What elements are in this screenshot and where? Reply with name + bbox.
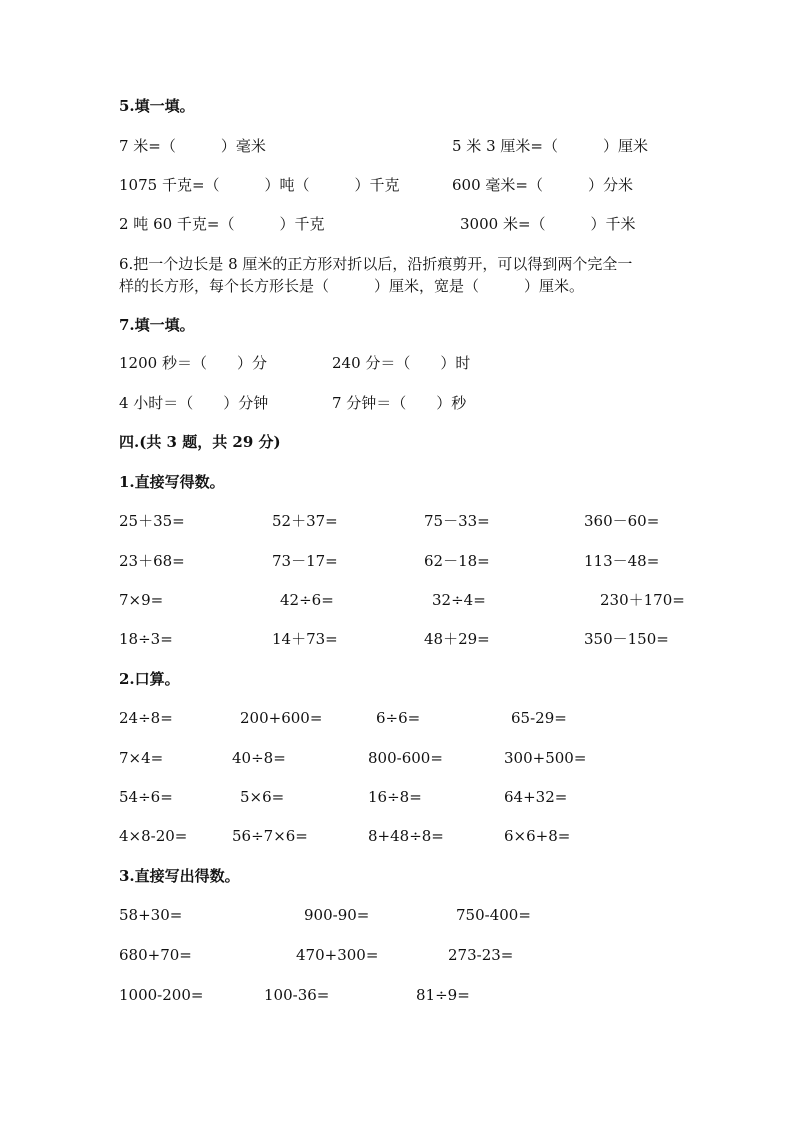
q5-item: 1075 千克=（ ）吨（ ）千克 xyxy=(119,176,400,194)
p1-problem: 62－18= xyxy=(424,552,490,570)
p1-problem: 18÷3= xyxy=(119,630,173,648)
p3-problem: 900-90= xyxy=(304,906,370,924)
p2-problem: 56÷7×6= xyxy=(232,827,308,845)
p2-problem: 40÷8= xyxy=(232,749,286,767)
q5-item: 2 吨 60 千克=（ ）千克 xyxy=(119,215,325,233)
q7-item: 240 分＝（ ）时 xyxy=(332,354,471,372)
p3-problem: 100-36= xyxy=(264,986,330,1004)
p1-problem: 14＋73= xyxy=(272,630,338,648)
p1-problem: 73－17= xyxy=(272,552,338,570)
p1-problem: 75－33= xyxy=(424,512,490,530)
q6-line: 6.把一个边长是 8 厘米的正方形对折以后，沿折痕剪开，可以得到两个完全一 xyxy=(119,255,633,273)
q7-item: 4 小时＝（ ）分钟 xyxy=(119,394,269,412)
p1-problem: 113－48= xyxy=(584,552,660,570)
p2-problem: 6×6+8= xyxy=(504,827,571,845)
q5-item: 7 米=（ ）毫米 xyxy=(119,137,266,155)
q7-item: 7 分钟＝（ ）秒 xyxy=(332,394,467,412)
p1-problem: 360－60= xyxy=(584,512,660,530)
p1-problem: 52＋37= xyxy=(272,512,338,530)
p2-problem: 16÷8= xyxy=(368,788,422,806)
p1-problem: 7×9= xyxy=(119,591,164,609)
p1-title: 1.直接写得数。 xyxy=(119,473,225,491)
p3-problem: 470+300= xyxy=(296,946,379,964)
p2-problem: 24÷8= xyxy=(119,709,173,727)
p1-problem: 25＋35= xyxy=(119,512,185,530)
p3-title: 3.直接写出得数。 xyxy=(119,867,240,885)
p1-problem: 350－150= xyxy=(584,630,669,648)
p3-problem: 81÷9= xyxy=(416,986,470,1004)
p3-problem: 1000-200= xyxy=(119,986,204,1004)
q5-item: 5 米 3 厘米=（ ）厘米 xyxy=(452,137,648,155)
p3-problem: 58+30= xyxy=(119,906,183,924)
q5-item: 3000 米=（ ）千米 xyxy=(460,215,636,233)
p3-problem: 273-23= xyxy=(448,946,514,964)
p1-problem: 230＋170= xyxy=(600,591,685,609)
q5-item: 600 毫米=（ ）分米 xyxy=(452,176,633,194)
p1-problem: 48＋29= xyxy=(424,630,490,648)
p2-problem: 4×8-20= xyxy=(119,827,188,845)
q6-line: 样的长方形，每个长方形长是（ ）厘米，宽是（ ）厘米。 xyxy=(119,277,585,295)
p1-problem: 32÷4= xyxy=(432,591,486,609)
p2-problem: 6÷6= xyxy=(376,709,421,727)
p2-problem: 200+600= xyxy=(240,709,323,727)
p1-problem: 42÷6= xyxy=(280,591,334,609)
p2-problem: 7×4= xyxy=(119,749,164,767)
p2-problem: 54÷6= xyxy=(119,788,173,806)
p2-problem: 64+32= xyxy=(504,788,568,806)
p3-problem: 680+70= xyxy=(119,946,192,964)
section-title: 四.(共 3 题，共 29 分) xyxy=(119,433,281,451)
p2-problem: 800-600= xyxy=(368,749,443,767)
p2-problem: 65-29= xyxy=(511,709,567,727)
q5-title: 5.填一填。 xyxy=(119,97,195,115)
p2-problem: 300+500= xyxy=(504,749,587,767)
p2-problem: 5×6= xyxy=(240,788,285,806)
p3-problem: 750-400= xyxy=(456,906,531,924)
q7-item: 1200 秒＝（ ）分 xyxy=(119,354,267,372)
q7-title: 7.填一填。 xyxy=(119,316,195,334)
p1-problem: 23＋68= xyxy=(119,552,185,570)
p2-problem: 8+48÷8= xyxy=(368,827,444,845)
p2-title: 2.口算。 xyxy=(119,670,180,688)
